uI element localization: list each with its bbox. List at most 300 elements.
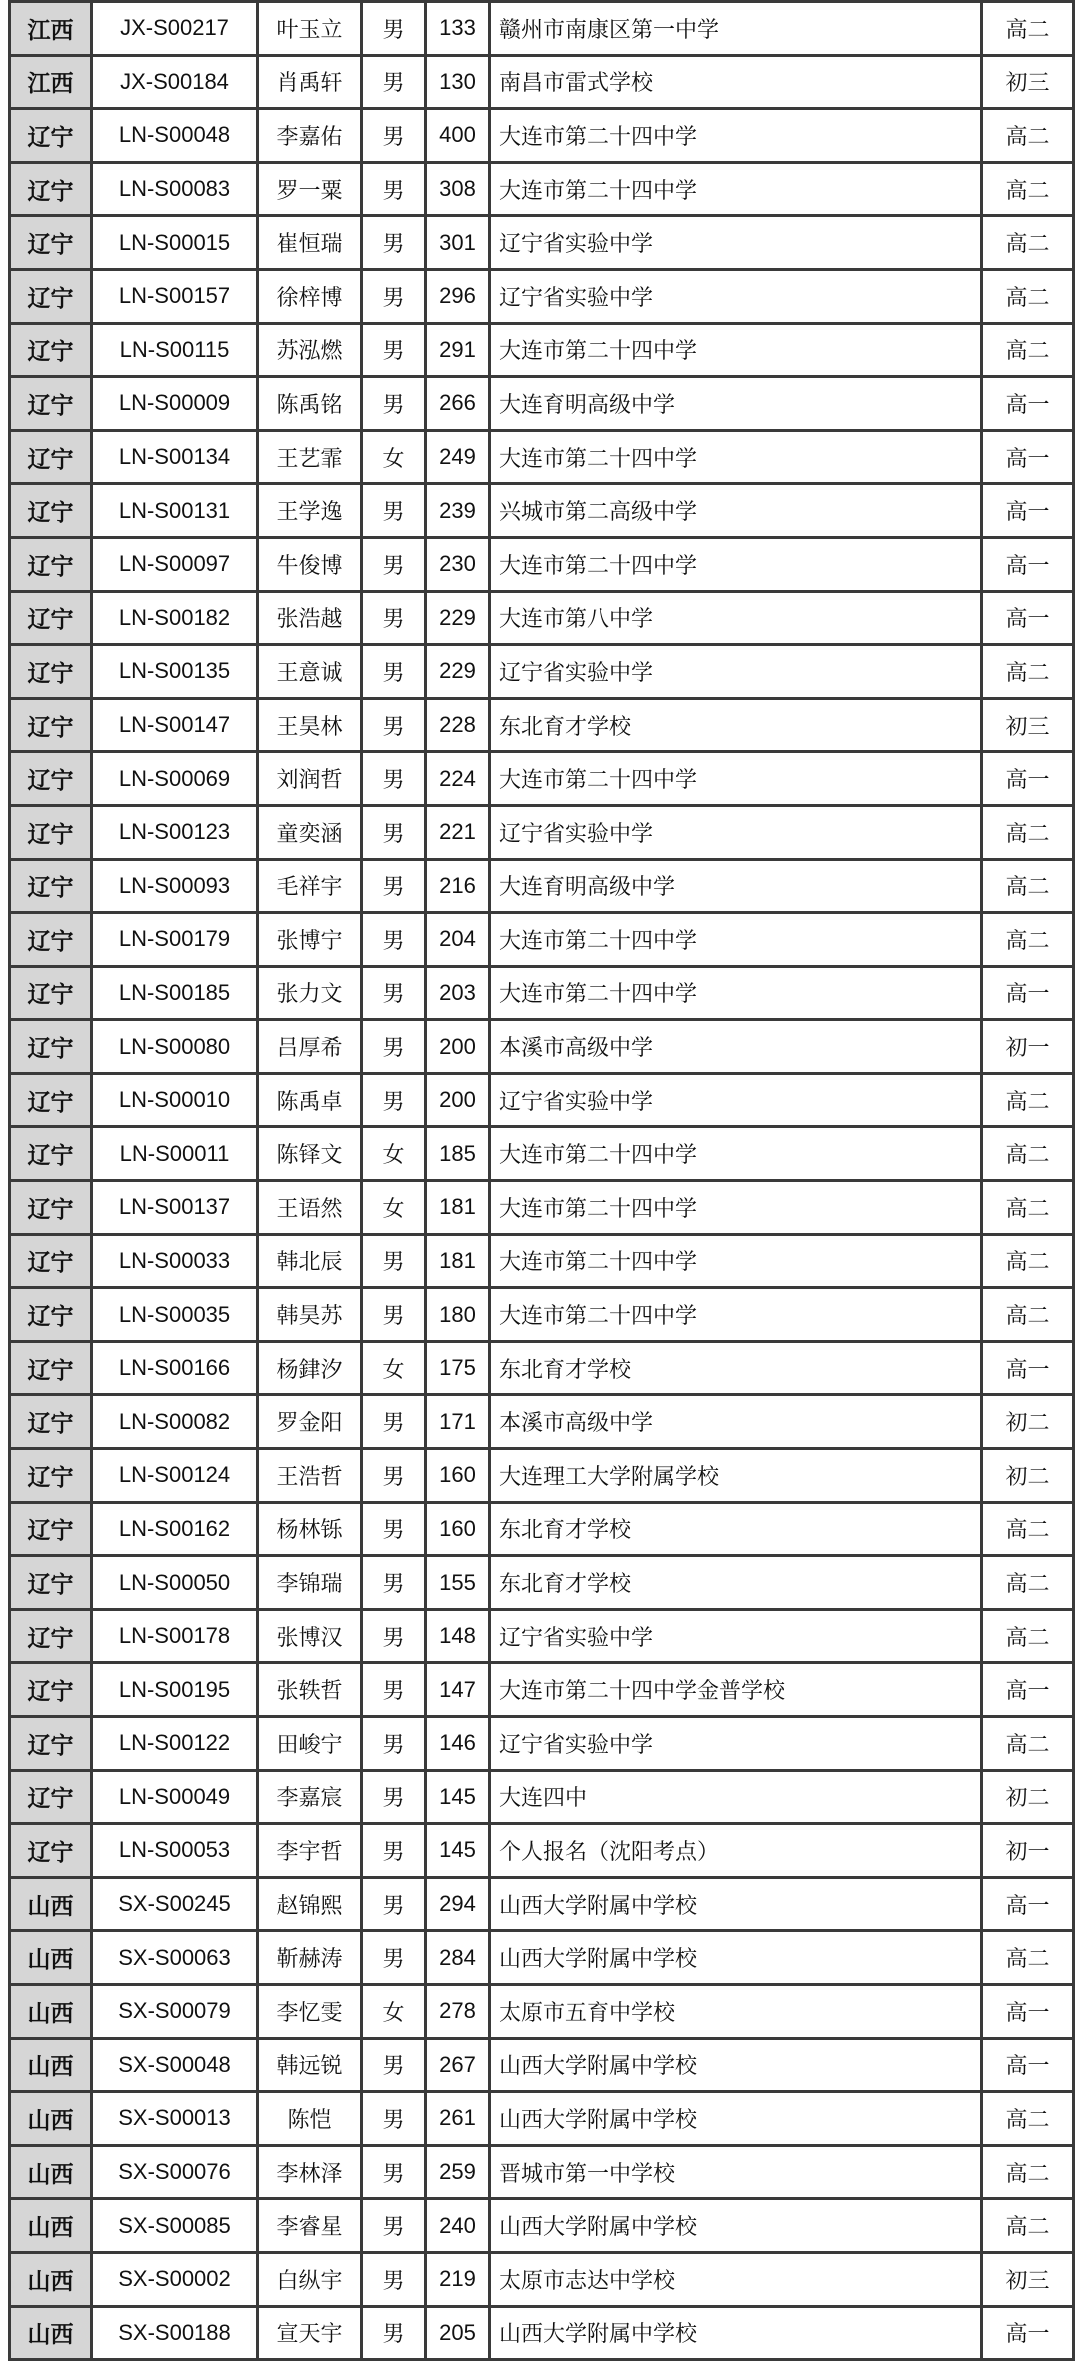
gender-cell: 男 (362, 859, 426, 913)
student-id-cell: LN-S00195 (92, 1663, 258, 1717)
school-cell: 辽宁省实验中学 (490, 645, 982, 699)
grade-cell: 高二 (982, 1717, 1074, 1771)
province-cell: 辽宁 (10, 698, 92, 752)
school-cell: 大连市第二十四中学 (490, 162, 982, 216)
province-cell: 辽宁 (10, 1502, 92, 1556)
score-cell: 308 (426, 162, 490, 216)
student-id-cell: JX-S00217 (92, 2, 258, 56)
table-row (10, 1609, 1074, 1663)
province-cell: 江西 (10, 2, 92, 56)
grade-cell: 高二 (982, 323, 1074, 377)
student-name-cell: 张博宁 (258, 913, 362, 967)
student-id-cell: LN-S00010 (92, 1073, 258, 1127)
table-row (10, 430, 1074, 484)
grade-cell: 高一 (982, 1663, 1074, 1717)
grade-cell: 高二 (982, 2092, 1074, 2146)
student-id-cell: LN-S00049 (92, 1770, 258, 1824)
student-id-cell: SX-S00048 (92, 2038, 258, 2092)
province-cell: 山西 (10, 2199, 92, 2253)
score-cell: 216 (426, 859, 490, 913)
gender-cell: 男 (362, 377, 426, 431)
score-cell: 204 (426, 913, 490, 967)
school-cell: 南昌市雷式学校 (490, 55, 982, 109)
table-row (10, 1877, 1074, 1931)
table-row (10, 2145, 1074, 2199)
school-cell: 山西大学附属中学校 (490, 1877, 982, 1931)
score-cell: 185 (426, 1127, 490, 1181)
province-cell: 山西 (10, 1984, 92, 2038)
score-cell: 249 (426, 430, 490, 484)
student-name-cell: 李嘉佑 (258, 109, 362, 163)
score-cell: 240 (426, 2199, 490, 2253)
grade-cell: 高二 (982, 2199, 1074, 2253)
province-cell: 辽宁 (10, 645, 92, 699)
grade-cell: 初三 (982, 55, 1074, 109)
province-cell: 辽宁 (10, 1073, 92, 1127)
grade-cell: 高一 (982, 752, 1074, 806)
school-cell: 太原市五育中学校 (490, 1984, 982, 2038)
province-cell: 辽宁 (10, 1288, 92, 1342)
grade-cell: 初一 (982, 1824, 1074, 1878)
table-row (10, 1824, 1074, 1878)
score-cell: 200 (426, 1020, 490, 1074)
table-row (10, 1181, 1074, 1235)
gender-cell: 男 (362, 2252, 426, 2306)
gender-cell: 男 (362, 162, 426, 216)
student-name-cell: 靳赫涛 (258, 1931, 362, 1985)
score-cell: 160 (426, 1502, 490, 1556)
table-row (10, 645, 1074, 699)
student-name-cell: 李忆雯 (258, 1984, 362, 2038)
grade-cell: 高二 (982, 1288, 1074, 1342)
grade-cell: 高二 (982, 913, 1074, 967)
grade-cell: 初三 (982, 2252, 1074, 2306)
gender-cell: 男 (362, 645, 426, 699)
student-id-cell: SX-S00079 (92, 1984, 258, 2038)
province-cell: 辽宁 (10, 859, 92, 913)
table-row (10, 752, 1074, 806)
table-row (10, 1984, 1074, 2038)
grade-cell: 高一 (982, 537, 1074, 591)
student-id-cell: LN-S00122 (92, 1717, 258, 1771)
gender-cell: 男 (362, 216, 426, 270)
student-name-cell: 张浩越 (258, 591, 362, 645)
province-cell: 辽宁 (10, 966, 92, 1020)
school-cell: 大连理工大学附属学校 (490, 1449, 982, 1503)
grade-cell: 初二 (982, 1395, 1074, 1449)
grade-cell: 高二 (982, 1234, 1074, 1288)
score-cell: 145 (426, 1770, 490, 1824)
gender-cell: 女 (362, 1127, 426, 1181)
student-id-cell: LN-S00166 (92, 1341, 258, 1395)
table-row (10, 966, 1074, 1020)
student-name-cell: 宣天宇 (258, 2306, 362, 2360)
student-id-cell: LN-S00147 (92, 698, 258, 752)
student-id-cell: LN-S00082 (92, 1395, 258, 1449)
score-cell: 267 (426, 2038, 490, 2092)
gender-cell: 男 (362, 2145, 426, 2199)
student-id-cell: LN-S00083 (92, 162, 258, 216)
school-cell: 东北育才学校 (490, 1341, 982, 1395)
student-name-cell: 童奕涵 (258, 805, 362, 859)
student-id-cell: LN-S00182 (92, 591, 258, 645)
student-id-cell: SX-S00188 (92, 2306, 258, 2360)
student-id-cell: LN-S00097 (92, 537, 258, 591)
grade-cell: 高二 (982, 109, 1074, 163)
school-cell: 大连育明高级中学 (490, 377, 982, 431)
student-id-cell: SX-S00245 (92, 1877, 258, 1931)
score-cell: 296 (426, 269, 490, 323)
school-cell: 本溪市高级中学 (490, 1020, 982, 1074)
table-row (10, 2038, 1074, 2092)
gender-cell: 男 (362, 1931, 426, 1985)
student-id-cell: LN-S00131 (92, 484, 258, 538)
student-id-cell: SX-S00076 (92, 2145, 258, 2199)
score-cell: 160 (426, 1449, 490, 1503)
province-cell: 辽宁 (10, 430, 92, 484)
student-name-cell: 罗一粟 (258, 162, 362, 216)
score-cell: 219 (426, 2252, 490, 2306)
score-cell: 200 (426, 1073, 490, 1127)
score-cell: 130 (426, 55, 490, 109)
table-row (10, 323, 1074, 377)
student-name-cell: 王语然 (258, 1181, 362, 1235)
student-name-cell: 陈铎文 (258, 1127, 362, 1181)
gender-cell: 男 (362, 805, 426, 859)
student-name-cell: 王学逸 (258, 484, 362, 538)
student-name-cell: 吕厚希 (258, 1020, 362, 1074)
school-cell: 大连市第二十四中学 (490, 913, 982, 967)
student-name-cell: 王昊林 (258, 698, 362, 752)
grade-cell: 高二 (982, 269, 1074, 323)
school-cell: 东北育才学校 (490, 1556, 982, 1610)
student-id-cell: SX-S00085 (92, 2199, 258, 2253)
score-cell: 228 (426, 698, 490, 752)
gender-cell: 男 (362, 1449, 426, 1503)
province-cell: 辽宁 (10, 1020, 92, 1074)
student-id-cell: LN-S00157 (92, 269, 258, 323)
gender-cell: 男 (362, 109, 426, 163)
grade-cell: 初一 (982, 1020, 1074, 1074)
province-cell: 山西 (10, 1877, 92, 1931)
table-row (10, 2252, 1074, 2306)
province-cell: 辽宁 (10, 484, 92, 538)
province-cell: 辽宁 (10, 1395, 92, 1449)
province-cell: 山西 (10, 1931, 92, 1985)
student-id-cell: LN-S00080 (92, 1020, 258, 1074)
table-row (10, 591, 1074, 645)
score-cell: 229 (426, 645, 490, 699)
province-cell: 辽宁 (10, 805, 92, 859)
student-id-cell: LN-S00069 (92, 752, 258, 806)
score-cell: 294 (426, 1877, 490, 1931)
table-row (10, 2, 1074, 56)
score-cell: 171 (426, 1395, 490, 1449)
table-row (10, 1663, 1074, 1717)
grade-cell: 高二 (982, 1609, 1074, 1663)
school-cell: 大连市第二十四中学 (490, 323, 982, 377)
table-row (10, 1234, 1074, 1288)
student-name-cell: 王浩哲 (258, 1449, 362, 1503)
gender-cell: 男 (362, 1073, 426, 1127)
gender-cell: 男 (362, 1824, 426, 1878)
gender-cell: 女 (362, 1341, 426, 1395)
student-name-cell: 李林泽 (258, 2145, 362, 2199)
province-cell: 山西 (10, 2252, 92, 2306)
student-id-cell: LN-S00115 (92, 323, 258, 377)
score-cell: 181 (426, 1234, 490, 1288)
student-name-cell: 王艺霏 (258, 430, 362, 484)
table-row (10, 162, 1074, 216)
gender-cell: 男 (362, 1556, 426, 1610)
school-cell: 大连市第二十四中学金普学校 (490, 1663, 982, 1717)
school-cell: 山西大学附属中学校 (490, 2038, 982, 2092)
student-id-cell: LN-S00050 (92, 1556, 258, 1610)
student-id-cell: LN-S00134 (92, 430, 258, 484)
grade-cell: 高二 (982, 216, 1074, 270)
score-cell: 291 (426, 323, 490, 377)
student-id-cell: JX-S00184 (92, 55, 258, 109)
grade-cell: 高一 (982, 1984, 1074, 2038)
school-cell: 东北育才学校 (490, 1502, 982, 1556)
score-cell: 155 (426, 1556, 490, 1610)
gender-cell: 男 (362, 2092, 426, 2146)
student-id-cell: LN-S00123 (92, 805, 258, 859)
student-id-cell: LN-S00053 (92, 1824, 258, 1878)
score-cell: 266 (426, 377, 490, 431)
grade-cell: 高二 (982, 859, 1074, 913)
student-name-cell: 张博汉 (258, 1609, 362, 1663)
score-cell: 229 (426, 591, 490, 645)
province-cell: 辽宁 (10, 1556, 92, 1610)
school-cell: 大连市第二十四中学 (490, 1288, 982, 1342)
table-row (10, 2092, 1074, 2146)
gender-cell: 男 (362, 1234, 426, 1288)
gender-cell: 男 (362, 1288, 426, 1342)
province-cell: 辽宁 (10, 752, 92, 806)
gender-cell: 男 (362, 1502, 426, 1556)
province-cell: 辽宁 (10, 913, 92, 967)
gender-cell: 男 (362, 2306, 426, 2360)
score-cell: 224 (426, 752, 490, 806)
student-id-cell: LN-S00135 (92, 645, 258, 699)
table-row (10, 698, 1074, 752)
gender-cell: 女 (362, 1984, 426, 2038)
school-cell: 兴城市第二高级中学 (490, 484, 982, 538)
student-id-cell: LN-S00011 (92, 1127, 258, 1181)
gender-cell: 男 (362, 323, 426, 377)
province-cell: 辽宁 (10, 377, 92, 431)
gender-cell: 男 (362, 1663, 426, 1717)
student-id-cell: SX-S00013 (92, 2092, 258, 2146)
province-cell: 辽宁 (10, 1717, 92, 1771)
gender-cell: 男 (362, 537, 426, 591)
grade-cell: 高一 (982, 966, 1074, 1020)
student-id-cell: LN-S00185 (92, 966, 258, 1020)
province-cell: 辽宁 (10, 323, 92, 377)
school-cell: 大连市第二十四中学 (490, 1127, 982, 1181)
gender-cell: 男 (362, 2038, 426, 2092)
score-cell: 145 (426, 1824, 490, 1878)
school-cell: 大连市第二十四中学 (490, 1181, 982, 1235)
score-cell: 133 (426, 2, 490, 56)
grade-cell: 高二 (982, 162, 1074, 216)
table-row (10, 1556, 1074, 1610)
student-id-cell: LN-S00162 (92, 1502, 258, 1556)
student-id-cell: LN-S00178 (92, 1609, 258, 1663)
school-cell: 大连市第二十四中学 (490, 537, 982, 591)
school-cell: 大连四中 (490, 1770, 982, 1824)
student-name-cell: 韩远锐 (258, 2038, 362, 2092)
score-cell: 146 (426, 1717, 490, 1771)
gender-cell: 男 (362, 1020, 426, 1074)
gender-cell: 女 (362, 1181, 426, 1235)
province-cell: 山西 (10, 2092, 92, 2146)
table-row (10, 913, 1074, 967)
grade-cell: 高一 (982, 484, 1074, 538)
student-id-cell: SX-S00002 (92, 2252, 258, 2306)
score-cell: 148 (426, 1609, 490, 1663)
province-cell: 辽宁 (10, 591, 92, 645)
score-cell: 181 (426, 1181, 490, 1235)
student-name-cell: 李嘉宸 (258, 1770, 362, 1824)
table-row (10, 1502, 1074, 1556)
gender-cell: 男 (362, 966, 426, 1020)
student-id-cell: LN-S00179 (92, 913, 258, 967)
province-cell: 辽宁 (10, 216, 92, 270)
results-table (8, 0, 1075, 2361)
student-id-cell: SX-S00063 (92, 1931, 258, 1985)
province-cell: 辽宁 (10, 1609, 92, 1663)
gender-cell: 男 (362, 1770, 426, 1824)
table-row (10, 1341, 1074, 1395)
gender-cell: 男 (362, 1717, 426, 1771)
table-row (10, 484, 1074, 538)
student-id-cell: LN-S00137 (92, 1181, 258, 1235)
province-cell: 辽宁 (10, 1663, 92, 1717)
gender-cell: 男 (362, 2199, 426, 2253)
grade-cell: 高二 (982, 1556, 1074, 1610)
student-name-cell: 白纵宇 (258, 2252, 362, 2306)
student-name-cell: 赵锦熙 (258, 1877, 362, 1931)
grade-cell: 高二 (982, 1502, 1074, 1556)
grade-cell: 高一 (982, 2306, 1074, 2360)
gender-cell: 男 (362, 1609, 426, 1663)
score-cell: 221 (426, 805, 490, 859)
table-row (10, 109, 1074, 163)
province-cell: 辽宁 (10, 162, 92, 216)
school-cell: 大连市第二十四中学 (490, 109, 982, 163)
student-name-cell: 韩北辰 (258, 1234, 362, 1288)
student-name-cell: 田峻宁 (258, 1717, 362, 1771)
grade-cell: 高一 (982, 2038, 1074, 2092)
grade-cell: 高二 (982, 1931, 1074, 1985)
student-name-cell: 李宇哲 (258, 1824, 362, 1878)
gender-cell: 男 (362, 752, 426, 806)
table-row (10, 1288, 1074, 1342)
school-cell: 山西大学附属中学校 (490, 1931, 982, 1985)
student-id-cell: LN-S00124 (92, 1449, 258, 1503)
school-cell: 辽宁省实验中学 (490, 1073, 982, 1127)
student-name-cell: 王意诚 (258, 645, 362, 699)
gender-cell: 男 (362, 1395, 426, 1449)
grade-cell: 初二 (982, 1770, 1074, 1824)
grade-cell: 高二 (982, 645, 1074, 699)
student-name-cell: 崔恒瑞 (258, 216, 362, 270)
school-cell: 大连市第二十四中学 (490, 966, 982, 1020)
table-row (10, 1770, 1074, 1824)
score-cell: 301 (426, 216, 490, 270)
student-name-cell: 李睿星 (258, 2199, 362, 2253)
grade-cell: 初二 (982, 1449, 1074, 1503)
school-cell: 大连市第二十四中学 (490, 1234, 982, 1288)
grade-cell: 高一 (982, 377, 1074, 431)
table-row (10, 1073, 1074, 1127)
student-name-cell: 陈恺 (258, 2092, 362, 2146)
grade-cell: 高二 (982, 2, 1074, 56)
table-row (10, 55, 1074, 109)
school-cell: 辽宁省实验中学 (490, 216, 982, 270)
table-row (10, 1931, 1074, 1985)
school-cell: 大连市第二十四中学 (490, 430, 982, 484)
province-cell: 辽宁 (10, 1181, 92, 1235)
grade-cell: 高二 (982, 1073, 1074, 1127)
student-id-cell: LN-S00015 (92, 216, 258, 270)
province-cell: 辽宁 (10, 269, 92, 323)
student-id-cell: LN-S00093 (92, 859, 258, 913)
school-cell: 辽宁省实验中学 (490, 1717, 982, 1771)
school-cell: 大连市第二十四中学 (490, 752, 982, 806)
student-name-cell: 罗金阳 (258, 1395, 362, 1449)
school-cell: 辽宁省实验中学 (490, 269, 982, 323)
province-cell: 辽宁 (10, 1770, 92, 1824)
table-row (10, 2199, 1074, 2253)
score-cell: 284 (426, 1931, 490, 1985)
student-name-cell: 杨銉汐 (258, 1341, 362, 1395)
province-cell: 辽宁 (10, 537, 92, 591)
student-name-cell: 肖禹轩 (258, 55, 362, 109)
table-row (10, 2306, 1074, 2360)
grade-cell: 高二 (982, 805, 1074, 859)
score-cell: 203 (426, 966, 490, 1020)
grade-cell: 初三 (982, 698, 1074, 752)
gender-cell: 男 (362, 2, 426, 56)
province-cell: 山西 (10, 2038, 92, 2092)
student-name-cell: 陈禹卓 (258, 1073, 362, 1127)
student-name-cell: 张力文 (258, 966, 362, 1020)
gender-cell: 女 (362, 430, 426, 484)
score-cell: 278 (426, 1984, 490, 2038)
province-cell: 辽宁 (10, 109, 92, 163)
grade-cell: 高二 (982, 2145, 1074, 2199)
table-row (10, 1020, 1074, 1074)
student-name-cell: 张轶哲 (258, 1663, 362, 1717)
gender-cell: 男 (362, 55, 426, 109)
school-cell: 本溪市高级中学 (490, 1395, 982, 1449)
grade-cell: 高一 (982, 1877, 1074, 1931)
table-row (10, 805, 1074, 859)
table-row (10, 377, 1074, 431)
gender-cell: 男 (362, 913, 426, 967)
gender-cell: 男 (362, 269, 426, 323)
grade-cell: 高一 (982, 430, 1074, 484)
school-cell: 个人报名（沈阳考点） (490, 1824, 982, 1878)
province-cell: 辽宁 (10, 1449, 92, 1503)
school-cell: 晋城市第一中学校 (490, 2145, 982, 2199)
student-name-cell: 叶玉立 (258, 2, 362, 56)
student-name-cell: 牛俊博 (258, 537, 362, 591)
province-cell: 江西 (10, 55, 92, 109)
